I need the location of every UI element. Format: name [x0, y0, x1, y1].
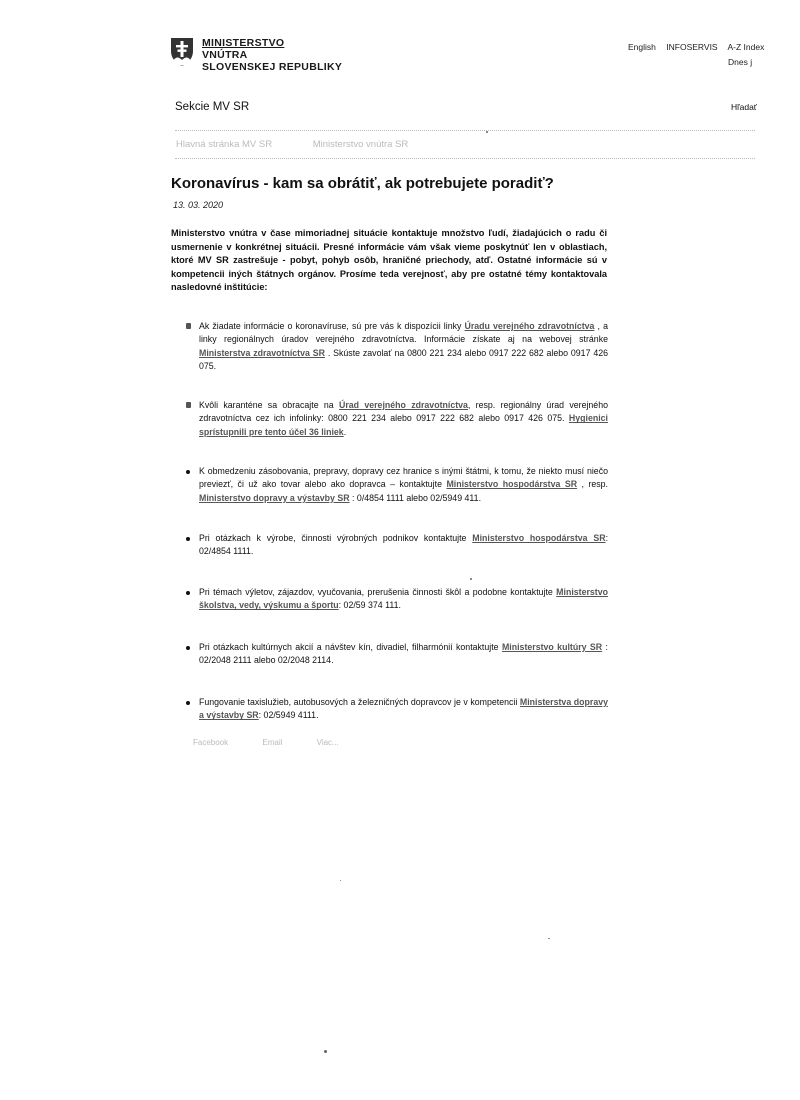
item-text: : 02/2048 2111 alebo 02/2048 2114.: [199, 642, 608, 666]
share-facebook-link[interactable]: Facebook: [193, 738, 229, 747]
list-item: [188, 465, 608, 505]
share-email-link[interactable]: Email: [262, 738, 283, 747]
bullet-icon: [186, 591, 190, 595]
breadcrumb-home[interactable]: Hlavná stránka MV SR: [176, 139, 273, 150]
ministry-name-line: SLOVENSKEJ REPUBLIKY: [202, 61, 343, 73]
link-ministerstvo-zdravotnictva[interactable]: Ministerstva zdravotníctva SR: [199, 347, 325, 358]
breadcrumb: [176, 139, 446, 150]
list-item: [188, 399, 608, 439]
item-text: , resp.: [577, 479, 609, 490]
list-item: [188, 696, 608, 723]
sections-menu[interactable]: Sekcie MV SR: [175, 101, 250, 113]
scan-speck: [548, 938, 550, 939]
bullet-icon: [186, 701, 190, 705]
bullet-icon: [186, 470, 190, 474]
article-intro: Ministerstvo vnútra v čase mimoriadnej situácie kontaktuje množstvo ľudí, žiadajúcich o radu či usmernenie v konkrétnej situácii. Presné informácie vám však vieme poskytnúť len v oblastiach, ktoré MV SR zastrešuje - pobyt, pohyb osôb, hraničné priechody, atď. Ostatné informácie sú v kompetencii iných štátnych orgánov. Prosíme teda verejnosť, aby pre ostatné témy kontaktovala nasledovné inštitúcie:: [171, 228, 607, 293]
link-hygienici-36-liniek[interactable]: Hygienici sprístupnili pre tento účel 36 liniek: [199, 413, 608, 437]
item-text: : 0/4854 1111 alebo 02/5949 411.: [349, 492, 482, 503]
item-text: : 02/5949 4111.: [258, 710, 319, 721]
item-text: Pri témach výletov, zájazdov, vyučovania, prerušenia činnosti škôl a podobne kontaktujte: [199, 587, 557, 597]
scan-speck: [340, 880, 341, 881]
infoservis-link[interactable]: INFOSERVIS: [666, 42, 718, 52]
link-ministerstvo-dopravy[interactable]: Ministerstvo dopravy a výstavby SR: [199, 492, 350, 503]
list-item: [188, 586, 608, 613]
item-text: Fungovanie taxislužieb, autobusových a železničných dopravcov je v kompetencii: [199, 697, 520, 707]
item-text: : 02/4854 1111.: [199, 533, 609, 557]
az-index-link[interactable]: A-Z Index: [727, 42, 765, 52]
top-links: [628, 42, 772, 52]
list-item: [188, 641, 608, 668]
english-link[interactable]: English: [628, 42, 656, 52]
list-item: [188, 320, 608, 374]
divider: [175, 158, 755, 159]
item-text: , a linky regionálnych úradov verejného zdravotníctva. Informácie získate aj na webovej stránke: [199, 321, 608, 345]
link-ministerstvo-hospodarstva[interactable]: Ministerstvo hospodárstva SR: [472, 533, 606, 543]
share-bar: [193, 738, 371, 747]
link-ministerstvo-kultury[interactable]: Ministerstvo kultúry SR: [501, 642, 603, 652]
scan-speck: [324, 1050, 327, 1053]
item-text: Ak žiadate informácie o koronavíruse, sú pre vás k dispozícii linky: [199, 321, 465, 331]
link-urad-verejneho-zdravotnictva[interactable]: Úradu verejného zdravotníctva: [464, 321, 595, 331]
list-item: [188, 532, 608, 559]
item-text: K obmedzeniu zásobovania, prepravy, dopravy cez hranice s inými štátmi, k tomu, že niekto musí niečo previezť, či už ako tovar alebo ako dopravca – kontaktujte: [199, 466, 608, 490]
search-link[interactable]: Hľadať: [731, 102, 757, 112]
item-text: Pri otázkach kultúrnych akcií a návštev kín, divadiel, filharmónií kontaktujte: [199, 642, 502, 652]
bullet-icon: [186, 323, 191, 329]
divider: [175, 130, 755, 131]
bullet-icon: [186, 402, 191, 408]
bullet-icon: [186, 646, 190, 650]
item-text: , resp. regionálny úrad verejného zdravotníctva cez ich infolinky: 0800 221 234 alebo 0917 222 682 alebo 0917 426 075.: [199, 400, 608, 424]
link-ministerstvo-hospodarstva[interactable]: Ministerstvo hospodárstva SR: [446, 479, 578, 490]
bullet-icon: [186, 537, 190, 541]
ministry-name-line: MINISTERSTVO: [202, 37, 285, 49]
article-title: Koronavírus - kam sa obrátiť, ak potrebujete poradiť?: [171, 175, 554, 192]
link-ministerstvo-skolstva[interactable]: Ministerstvo školstva, vedy, výskumu a športu: [199, 587, 608, 611]
item-text: Pri otázkach k výrobe, činnosti výrobných podnikov kontaktujte: [199, 533, 473, 543]
ministry-name-line: VNÚTRA: [202, 49, 248, 61]
today-label: Dnes j: [728, 57, 753, 67]
ministry-name[interactable]: [202, 37, 342, 73]
breadcrumb-ministry[interactable]: Ministerstvo vnútra SR: [312, 139, 409, 150]
slovak-coat-of-arms-icon: [170, 37, 194, 67]
item-text: . Skúste zavolať na 0800 221 234 alebo 0917 222 682 alebo 0917 426 075.: [199, 347, 608, 372]
scan-speck: [486, 131, 488, 133]
item-text: : 02/59 374 111.: [338, 600, 401, 611]
item-text: .: [343, 426, 347, 437]
item-text: Kvôli karanténe sa obracajte na: [199, 400, 339, 410]
scan-speck: [470, 578, 472, 580]
share-more-link[interactable]: Viac...: [316, 738, 339, 747]
article-date: 13. 03. 2020: [173, 200, 224, 210]
link-urad-verejneho-zdravotnictva[interactable]: Úrad verejného zdravotníctva: [339, 400, 468, 410]
link-ministerstvo-dopravy[interactable]: Ministerstva dopravy a výstavby SR: [199, 697, 608, 721]
